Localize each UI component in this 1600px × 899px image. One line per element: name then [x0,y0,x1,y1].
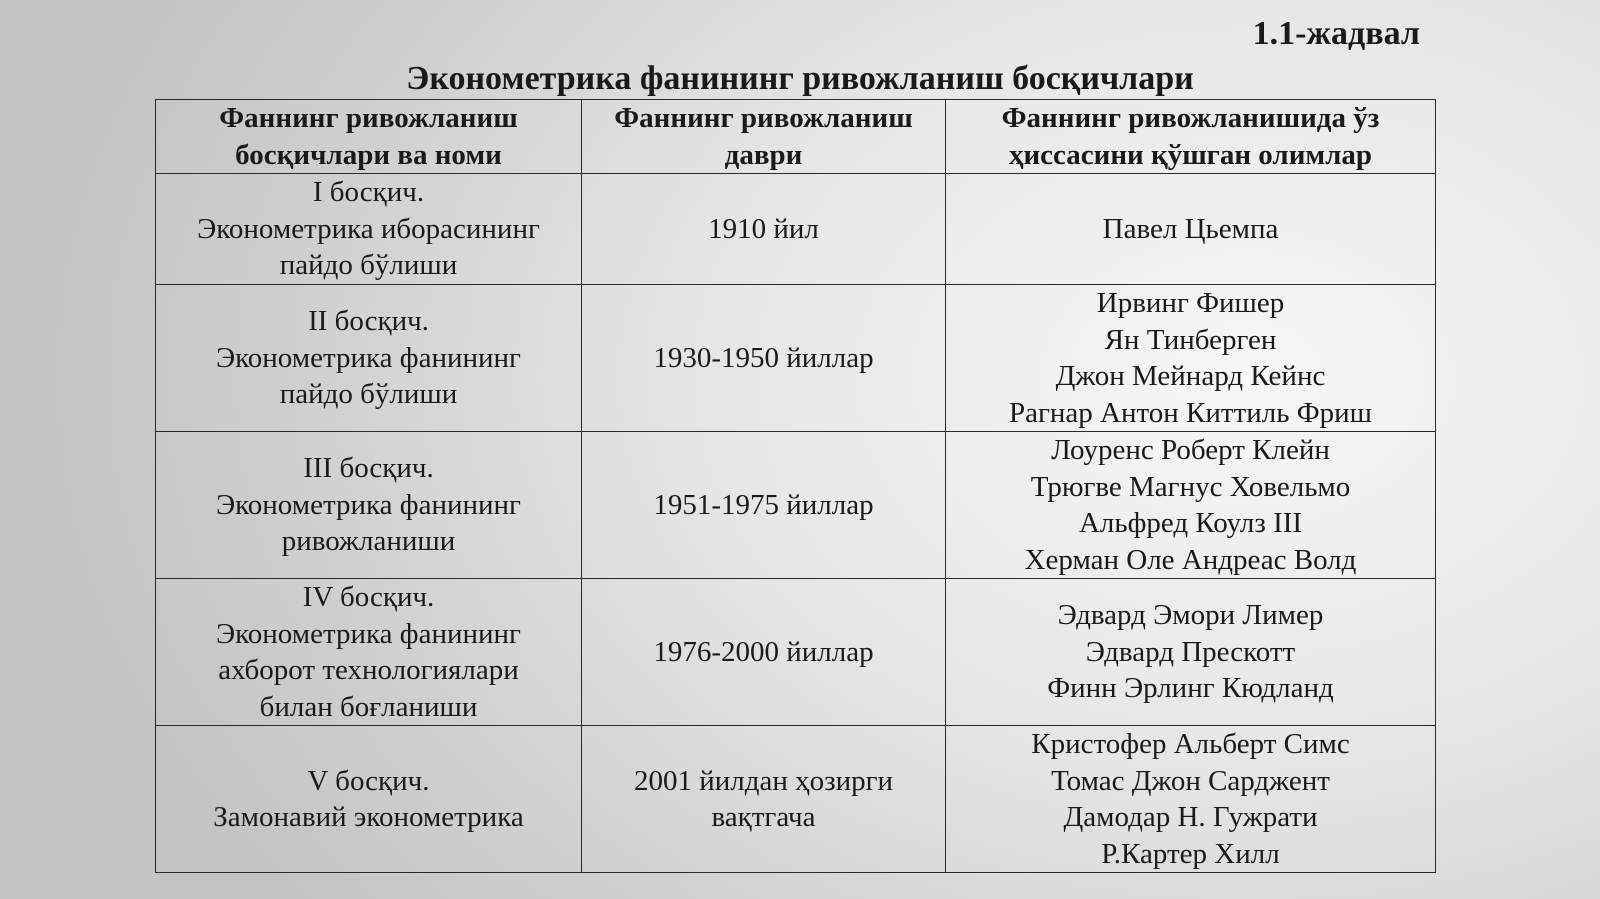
header-period [582,100,946,174]
header-line: даври [724,138,803,171]
cell-line: Херман Оле Андреас Волд [1024,543,1357,576]
cell-line: Эдвард Прескотт [1085,635,1296,668]
cell-line: Джон Мейнард Кейнс [1055,360,1326,392]
stage-cell [156,432,582,579]
cell-line: Эконометрика иборасининг [197,212,540,245]
cell-line: Эдвард Эмори Лимер [1057,599,1324,632]
period-cell [582,726,946,873]
stage-cell [156,285,582,432]
period-cell [582,432,946,579]
cell-line: Финн Эрлинг Кюдланд [1047,672,1334,705]
stage-cell [156,726,582,873]
stage-cell [156,579,582,726]
scientists-cell [946,726,1436,873]
cell-line: II босқич. [308,305,429,338]
cell-line: Эконометрика фанининг [216,617,521,650]
page-title: Эконометрика фанининг ривожланиш босқичлари [406,60,1194,97]
cell-line: Дамодар Н. Гужрати [1063,801,1318,833]
header-line: босқичлари ва номи [235,138,502,171]
header-scientists [946,100,1436,174]
cell-line: Альфред Коулз III [1078,507,1303,539]
header-line: ҳиссасини қўшган олимлар [1008,138,1373,171]
cell-line: I босқич. [312,176,425,209]
table-row [156,285,1436,432]
header-row [156,100,1436,174]
cell-line: IV босқич. [302,581,435,613]
cell-line: Замонавий эконометрика [213,801,524,833]
cell-line: билан боғланиши [259,690,478,723]
header-line: Фаннинг ривожланишида ўз [1001,102,1380,134]
cell-line: Лоуренс Роберт Клейн [1051,434,1330,466]
cell-line: V босқич. [307,764,430,797]
cell-line: ривожланиши [281,525,456,558]
cell-line: вақтгача [711,801,816,833]
cell-line: 1930-1950 йиллар [653,341,874,374]
cell-line: 1951-1975 йиллар [653,488,874,521]
cell-line: Эконометрика фанининг [216,341,521,374]
cell-line: Рагнар Антон Киттиль Фриш [1009,396,1372,429]
cell-line: 1976-2000 йиллар [653,635,874,668]
table-row [156,579,1436,726]
cell-line: Ирвинг Фишер [1096,287,1285,319]
scientists-cell [946,579,1436,726]
cell-line: III босқич. [303,452,434,485]
scientists-cell [946,285,1436,432]
cell-line: 2001 йилдан ҳозирги [633,764,894,797]
table-row [156,432,1436,579]
cell-line: Эконометрика фанининг [216,488,521,521]
cell-line: пайдо бўлиши [279,249,458,282]
period-cell [582,579,946,726]
table-row [156,726,1436,873]
stage-cell [156,174,582,285]
scientists-cell [946,174,1436,285]
cell-line: ахборот технологиялари [218,654,519,686]
cell-line: Трюгве Магнус Ховельмо [1030,470,1351,503]
cell-line: пайдо бўлиши [279,378,458,411]
table-number-label: 1.1-жадвал [1252,15,1420,52]
cell-line: Ян Тинберген [1104,323,1277,356]
cell-line: Р.Картер Хилл [1101,837,1280,870]
header-line: Фаннинг ривожланиш [219,102,518,134]
table-row [156,174,1436,285]
scientists-cell [946,432,1436,579]
header-stage-name [156,100,582,174]
header-line: Фаннинг ривожланиш [614,102,913,134]
cell-line: Томас Джон Сарджент [1051,764,1330,797]
cell-line: 1910 йил [708,212,819,245]
cell-line: Павел Цьемпа [1102,212,1279,245]
cell-line: Кристофер Альберт Симс [1031,728,1350,760]
period-cell [582,285,946,432]
period-cell [582,174,946,285]
econometrics-stages-table [155,99,1436,873]
